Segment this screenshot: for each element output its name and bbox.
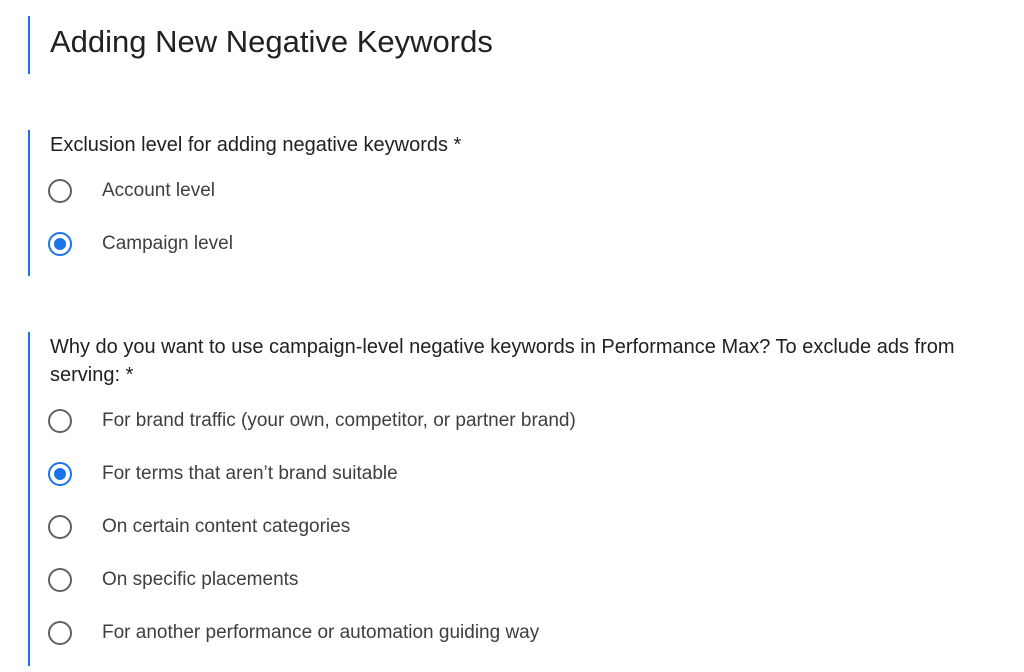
radio-option-label: For terms that aren’t brand suitable bbox=[102, 463, 398, 484]
page-header bbox=[28, 16, 990, 74]
radio-option-label: Campaign level bbox=[102, 233, 233, 254]
radio-button[interactable] bbox=[48, 515, 72, 539]
radio-option-label: On certain content categories bbox=[102, 516, 351, 537]
radio-option-account-level[interactable] bbox=[48, 176, 215, 206]
radio-option-content-categories[interactable] bbox=[48, 512, 350, 542]
radio-option-label: For brand traffic (your own, competitor, or partner brand) bbox=[102, 410, 576, 431]
reason-label: Why do you want to use campaign-level negative keywords in Performance Max? To exclude ads from serving: * bbox=[50, 336, 955, 386]
page-title: Adding New Negative Keywords bbox=[50, 24, 493, 59]
radio-button[interactable] bbox=[48, 409, 72, 433]
exclusion-level-label: Exclusion level for adding negative keywords * bbox=[50, 134, 462, 156]
radio-button[interactable] bbox=[48, 462, 72, 486]
radio-option-brand-traffic[interactable] bbox=[48, 406, 576, 436]
reason-question bbox=[28, 332, 990, 666]
radio-button[interactable] bbox=[48, 621, 72, 645]
radio-option-another-way[interactable] bbox=[48, 618, 539, 648]
radio-button[interactable] bbox=[48, 179, 72, 203]
radio-option-not-brand-suitable[interactable] bbox=[48, 459, 398, 489]
radio-option-campaign-level[interactable] bbox=[48, 229, 233, 259]
radio-button[interactable] bbox=[48, 232, 72, 256]
radio-button[interactable] bbox=[48, 568, 72, 592]
radio-option-label: Account level bbox=[102, 180, 216, 201]
radio-option-label: On specific placements bbox=[102, 569, 299, 590]
radio-option-label: For another performance or automation guiding way bbox=[102, 622, 540, 643]
radio-option-specific-placements[interactable] bbox=[48, 565, 298, 595]
exclusion-level-question bbox=[28, 130, 990, 276]
